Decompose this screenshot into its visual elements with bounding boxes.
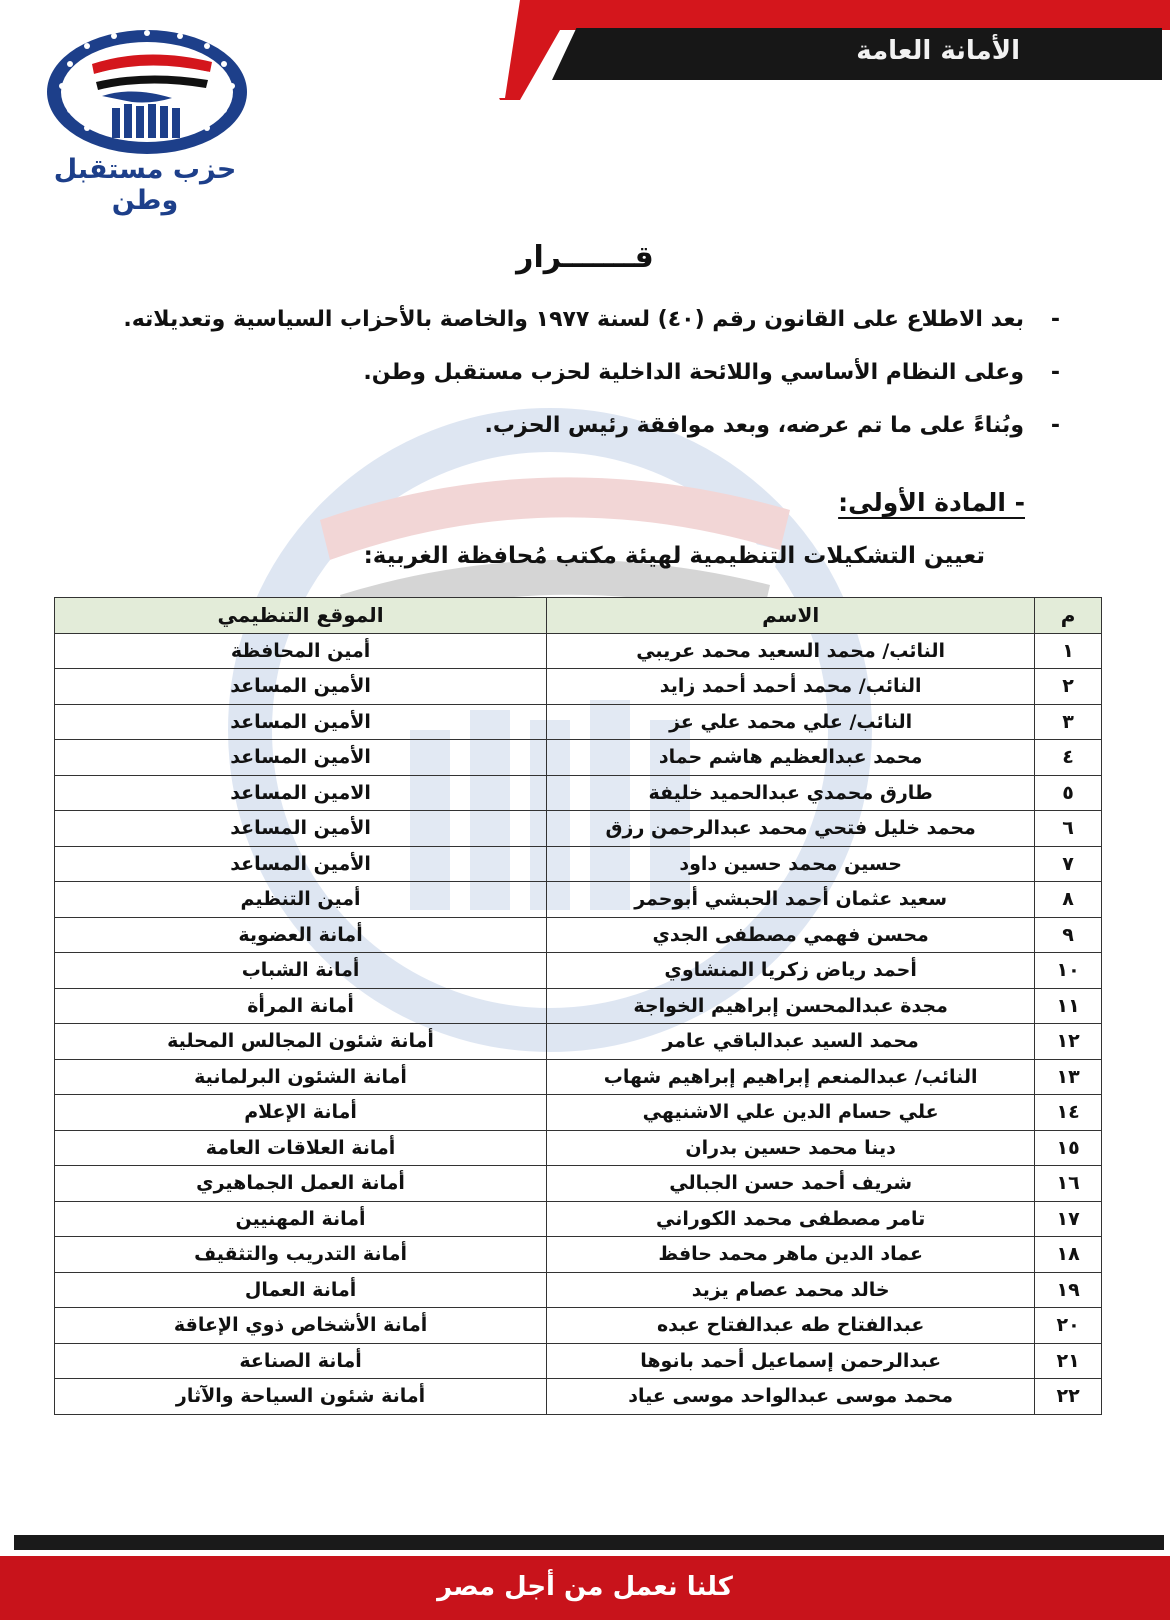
row-role: أمانة شئون السياحة والآثار [55,1379,547,1415]
header-title: الأمانة العامة [856,36,1020,66]
row-role: الامين المساعد [55,775,547,811]
table-row [55,1379,1102,1415]
row-role: أمانة التدريب والتثقيف [55,1237,547,1273]
row-name: مجدة عبدالمحسن إبراهيم الخواجة [547,988,1035,1024]
table-row [55,846,1102,882]
row-name: محمد عبدالعظيم هاشم حماد [547,740,1035,776]
row-role: الأمين المساعد [55,846,547,882]
row-num: ١ [1035,633,1102,669]
decision-title: قـــــــرار [516,240,654,275]
clause-3: -وبُناءً على ما تم عرضه، وبعد موافقة رئيس الحزب. [484,413,1060,438]
row-name: عماد الدين ماهر محمد حافظ [547,1237,1035,1273]
table-row [55,1095,1102,1131]
table-row [55,633,1102,669]
row-name: دينا محمد حسين بدران [547,1130,1035,1166]
row-name: شريف أحمد حسن الجبالي [547,1166,1035,1202]
clause-1: -بعد الاطلاع على القانون رقم (٤٠) لسنة ١٩٧٧ والخاصة بالأحزاب السياسية وتعديلاته. [123,307,1060,332]
row-num: ٢٢ [1035,1379,1102,1415]
row-role: الأمين المساعد [55,704,547,740]
row-num: ٨ [1035,882,1102,918]
table-row [55,1130,1102,1166]
row-role: أمين التنظيم [55,882,547,918]
row-num: ٢ [1035,669,1102,705]
row-num: ١١ [1035,988,1102,1024]
row-name: عبدالرحمن إسماعيل أحمد بانوها [547,1343,1035,1379]
row-name: أحمد رياض زكريا المنشاوي [547,953,1035,989]
row-role: أمانة العضوية [55,917,547,953]
table-row [55,917,1102,953]
row-role: أمانة الأشخاص ذوي الإعاقة [55,1308,547,1344]
row-role: أمانة شئون المجالس المحلية [55,1024,547,1060]
table-row [55,669,1102,705]
row-num: ٥ [1035,775,1102,811]
row-num: ٢٠ [1035,1308,1102,1344]
article-heading: - المادة الأولى: [838,488,1025,517]
row-num: ٣ [1035,704,1102,740]
row-num: ١٣ [1035,1059,1102,1095]
table-row [55,953,1102,989]
row-num: ١٦ [1035,1166,1102,1202]
table-row [55,1343,1102,1379]
table-row [55,1308,1102,1344]
row-num: ١٩ [1035,1272,1102,1308]
header-name: الاسم [547,598,1035,634]
row-num: ١٨ [1035,1237,1102,1273]
table-row [55,775,1102,811]
row-name: النائب/ علي محمد علي عز [547,704,1035,740]
members-table [54,597,1102,1415]
row-role: أمانة الإعلام [55,1095,547,1131]
table-row [55,1166,1102,1202]
row-num: ١٤ [1035,1095,1102,1131]
row-num: ٤ [1035,740,1102,776]
row-role: الأمين المساعد [55,740,547,776]
members-table-body [55,633,1102,1414]
row-name: محسن فهمي مصطفى الجدي [547,917,1035,953]
row-name: خالد محمد عصام يزيد [547,1272,1035,1308]
row-role: أمانة المرأة [55,988,547,1024]
row-num: ١٧ [1035,1201,1102,1237]
table-header-row [55,598,1102,634]
row-role: أمانة العمل الجماهيري [55,1166,547,1202]
row-name: النائب/ عبدالمنعم إبراهيم إبراهيم شهاب [547,1059,1035,1095]
clause-3-text: وبُناءً على ما تم عرضه، وبعد موافقة رئيس الحزب. [484,413,1024,438]
row-num: ١٠ [1035,953,1102,989]
table-row [55,740,1102,776]
row-role: أمانة العمال [55,1272,547,1308]
row-name: محمد موسى عبدالواحد موسى عياد [547,1379,1035,1415]
row-role: أمانة المهنيين [55,1201,547,1237]
footer-black-stripe [14,1535,1164,1550]
row-num: ٧ [1035,846,1102,882]
row-num: ٦ [1035,811,1102,847]
clause-2-text: وعلى النظام الأساسي واللائحة الداخلية لحزب مستقبل وطن. [363,360,1024,385]
table-row [55,988,1102,1024]
header-num: م [1035,598,1102,634]
clause-2: -وعلى النظام الأساسي واللائحة الداخلية لحزب مستقبل وطن. [363,360,1060,385]
logo-party-name: حزب مستقبل وطن [53,154,237,216]
table-row [55,882,1102,918]
row-role: أمانة العلاقات العامة [55,1130,547,1166]
row-role: الأمين المساعد [55,669,547,705]
clause-1-text: بعد الاطلاع على القانون رقم (٤٠) لسنة ١٩٧٧ والخاصة بالأحزاب السياسية وتعديلاته. [123,307,1024,332]
row-name: النائب/ محمد أحمد أحمد زايد [547,669,1035,705]
footer-slogan: كلنا نعمل من أجل مصر [437,1572,733,1602]
row-name: تامر مصطفى محمد الكوراني [547,1201,1035,1237]
row-role: أمانة الشباب [55,953,547,989]
row-num: ٢١ [1035,1343,1102,1379]
row-name: عبدالفتاح طه عبدالفتاح عبده [547,1308,1035,1344]
table-row [55,1201,1102,1237]
table-row [55,704,1102,740]
table-row [55,811,1102,847]
table-row [55,1237,1102,1273]
row-name: سعيد عثمان أحمد الحبشي أبوحمر [547,882,1035,918]
row-role: أمانة الصناعة [55,1343,547,1379]
row-name: طارق محمدي عبدالحميد خليفة [547,775,1035,811]
row-name: محمد خليل فتحي محمد عبدالرحمن رزق [547,811,1035,847]
row-name: محمد السيد عبدالباقي عامر [547,1024,1035,1060]
row-num: ١٥ [1035,1130,1102,1166]
row-name: حسين محمد حسين داود [547,846,1035,882]
row-role: الأمين المساعد [55,811,547,847]
row-num: ١٢ [1035,1024,1102,1060]
appointment-text: تعيين التشكيلات التنظيمية لهيئة مكتب مُحافظة الغربية: [363,543,985,569]
row-name: النائب/ محمد السعيد محمد عريبي [547,633,1035,669]
table-row [55,1024,1102,1060]
row-role: أمانة الشئون البرلمانية [55,1059,547,1095]
header-role: الموقع التنظيمي [55,598,547,634]
row-role: أمين المحافظة [55,633,547,669]
row-name: علي حسام الدين علي الاشنيهي [547,1095,1035,1131]
table-row [55,1272,1102,1308]
row-num: ٩ [1035,917,1102,953]
table-row [55,1059,1102,1095]
